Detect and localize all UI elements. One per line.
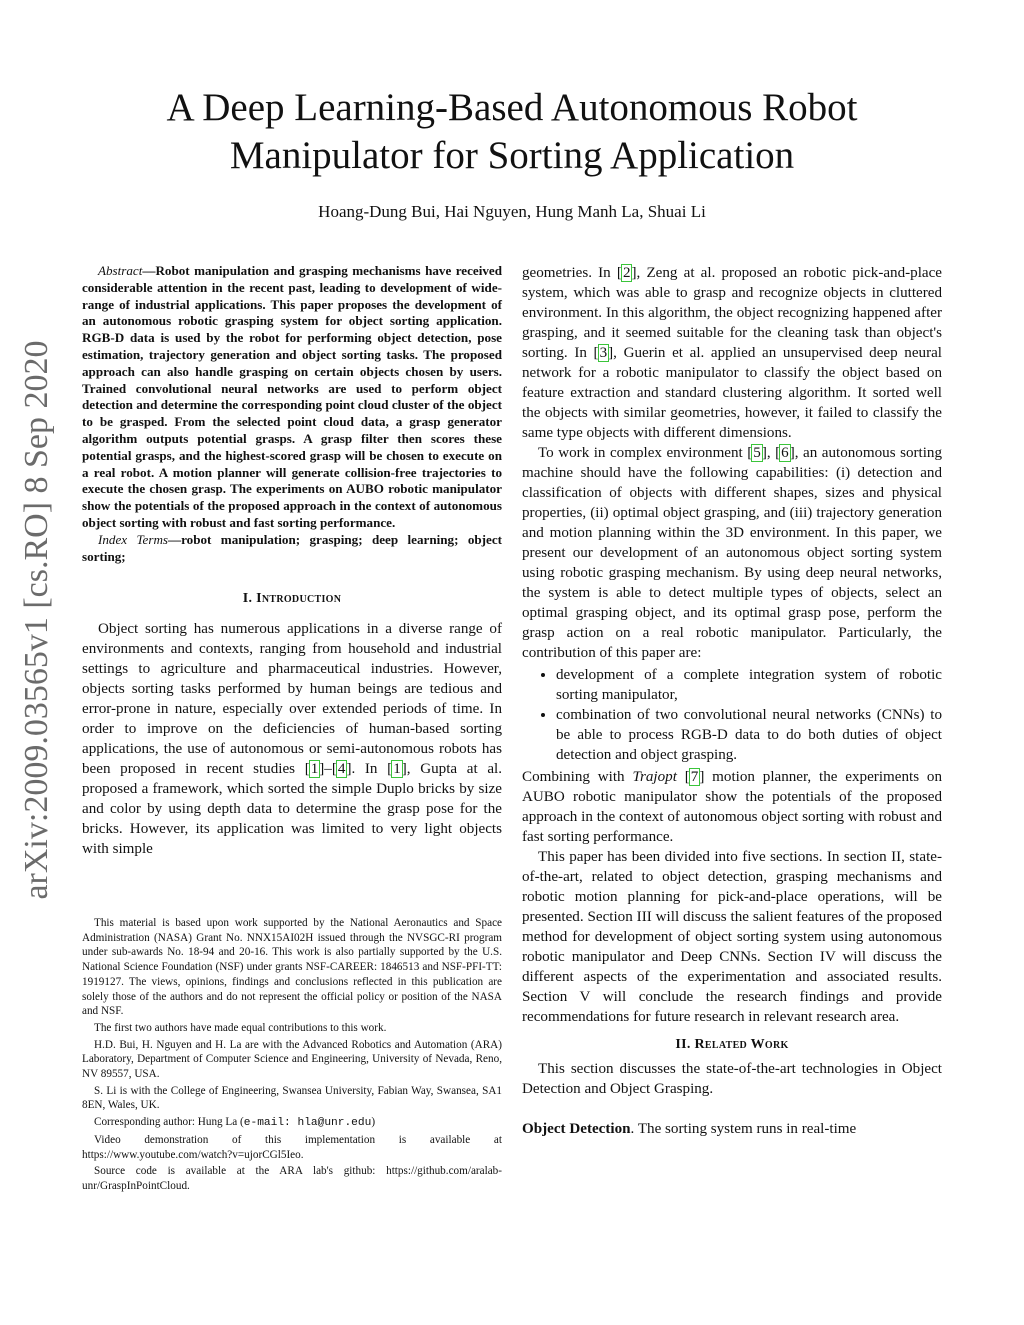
author-list: Hoang-Dung Bui, Hai Nguyen, Hung Manh La, Shuai Li: [318, 202, 706, 221]
right-p3-a: Combining with: [522, 769, 633, 785]
right-p1-a: geometries. In: [522, 265, 617, 281]
related-work-intro-paragraph: This section discusses the state-of-the-art technologies in Object Detection and Object Grasping.: [522, 1061, 942, 1097]
right-p2-a: To work in complex environment: [538, 445, 748, 461]
footnote-affiliation-swansea: S. Li is with the College of Engineering, Swansea University, Fabian Way, Swansea, SA1 8EN, Wales, UK.: [82, 1084, 502, 1112]
citation-link-5[interactable]: 5: [753, 445, 761, 461]
citation-link-7[interactable]: 7: [690, 769, 699, 785]
right-p2-b: , an autonomous sorting machine should have the following capabilities: (i) detection and classification of objects with different shapes, sizes and physical properties, (ii) optimal object grasping, and (iii) trajectory generation and motion planning within the 3D environment. In this paper, we present our development of an autonomous object sorting system using robotic grasping mechanism. By using deep neural networks, the system is able to detect multiple types of objects, select an optimal grasping object, and its optimal grasp pose, perform the grasp action on a real robotic manipulator. Particularly, the contribution of this paper are:: [522, 445, 942, 661]
related-geometries-paragraph: geometries. In [2], Zeng at al. proposed an robotic pick-and-place system, which was able to grasp and recognize objects in cluttered environment. In this algorithm, the object recognizing happened after grasping, and it seemed suitable for the cleaning task than object's sorting. In [3], Guerin et al. applied an unsupervised deep neural network for a robotic manipulator to classify the object based on feature extraction and standard clustering algorithm. It sorted well the objects with similar geometries, however, it failed to classify the same type objects with different dimensions.: [522, 265, 943, 441]
trajopt-paragraph: Combining with Trajopt [7] motion planner, the experiments on AUBO robotic manipulator show the potentials of the proposed approach in the context of autonomous object sorting with robust and fast sorting performance.: [522, 769, 942, 845]
section-heading-introduction: I. Introduction: [242, 591, 342, 607]
intro-text-b: . In: [351, 761, 388, 778]
right-column: [522, 263, 942, 1139]
title-line-2: Manipulator for Sorting Application: [229, 134, 795, 177]
left-column: [82, 263, 502, 859]
paper-outline-paragraph: This paper has been divided into five sections. In section II, state-of-the-art, related to object detection, grasping mechanisms and robotic motion planning for pick-and-place operations, will be presented. Section III will discuss the salient features of the proposed method for development of object sorting system using autonomous robotic manipulator and Deep CNNs. Section IV will discuss the different aspects of the experimentation and associated results. Section V will conclude the research findings and provide recommendations for future research in relevant research area.: [522, 849, 942, 1025]
footnote-source-code-link[interactable]: Source code is available at the ARA lab's github: https://github.com/aralab-unr/GraspInPointCloud.: [82, 1165, 502, 1192]
intro-text-c: , Gupta at al. proposed a framework, which sorted the simple Duplo bricks by size and color by using depth data to determine the grasp pose for the bricks. However, its application was limited to very light objects with simple: [82, 761, 502, 858]
corresponding-text: Corresponding author: Hung La (: [94, 1116, 244, 1129]
right-p1-b: , Zeng at al. proposed an robotic pick-and-place system, which was able to grasp and recognize objects in cluttered environment. In this algorithm, the object recognizing happened after grasping, and it seemed suitable for the cleaning task than object's sorting. In: [522, 265, 943, 361]
footnote-funding: This material is based upon work supported by the National Aeronautics and Space Administration (NASA) Grant No. NNX15AI02H issued through the NVSGC-RI program under sub-awards No. 18-94 and 20-16. This work is also partially supported by the U.S. National Science Foundation (NSF) under grants NSF-CAREER: 1846513 and NSF-PFI-TT: 1919127. The views, opinions, findings and conclusions reflected in this publication are solely those of the authors and do not represent the official policy or position of the NASA and NSF.: [82, 917, 502, 1018]
contribution-list: [522, 665, 942, 765]
contribution-item: • combination of two convolutional neural networks (CNNs) to be able to process RGB-D data to do both duties of object detection and object grasping.: [556, 705, 942, 765]
capabilities-paragraph: To work in complex environment [5], [6], an autonomous sorting machine should have the following capabilities: (i) detection and classification of objects with different shapes, sizes and physical properties, (ii) optimal object grasping, and (iii) trajectory generation and motion planning within the 3D environment. In this paper, we present our development of an autonomous object sorting system using robotic grasping mechanism. By using deep neural networks, the system is able to detect multiple types of objects, select an optimal grasping object, and its optimal grasp pose, perform the grasp action on a real robotic manipulator. Particularly, the contribution of this paper are:: [522, 445, 942, 661]
index-terms-text: —robot manipulation; grasping; deep learning; object sorting;: [82, 531, 502, 564]
citation-link-6[interactable]: 6: [781, 445, 789, 461]
title-line-1: A Deep Learning-Based Autonomous Robot: [166, 86, 858, 129]
citation-link-4[interactable]: 4: [337, 761, 346, 778]
section-heading-related-work: II. Related Work: [675, 1037, 789, 1052]
intro-text-a: Object sorting has numerous applications in a diverse range of environments and contexts, ranging from household and industrial settings to agriculture and pharmaceutical industries. However, objects sorting tasks performed by human beings are tedious and error-prone in nature, especially over extended periods of time. In order to improve on the deficiencies of human-based sorting applications, the use of autonomous or semi-autonomous robots has been proposed in recent studies: [82, 621, 502, 778]
object-detection-text: . The sorting system runs in real-time: [630, 1121, 857, 1137]
footnotes: [82, 916, 502, 1196]
intro-paragraph: Object sorting has numerous applications in a diverse range of environments and contexts, ranging from household and industrial settings to agriculture and pharmaceutical industries. However, objects sorting tasks performed by human beings are tedious and error-prone in nature, especially over extended periods of time. In order to improve on the deficiencies of human-based sorting applications, the use of autonomous or semi-autonomous robots has been proposed in recent studies [1]–[4]. In [1], Gupta at al. proposed a framework, which sorted the simple Duplo bricks by size and color by using depth data to determine the grasp pose for the bricks. However, its application was limited to very light objects with simple: [82, 621, 502, 858]
abstract: [82, 263, 502, 532]
abstract-dash: —: [142, 263, 156, 278]
index-terms-label: Index Terms: [98, 531, 168, 547]
right-p1-c: , Guerin et al. applied an unsupervised deep neural network for a robotic manipulator to classify the object based on feature extraction and standard clustering algorithm. It sorted well the objects with similar geometries, however, it failed to classify the same type objects with different dimensions.: [522, 345, 942, 441]
object-detection-heading: Object Detection: [522, 1121, 631, 1137]
footnote-video-link[interactable]: Video demonstration of this implementation is available at https://www.youtube.com/watch?v=ujorCGl5Ieo.: [82, 1133, 502, 1161]
footnote-corresponding-author: [82, 1115, 502, 1131]
arxiv-identifier: arXiv:2009.03565v1 [cs.RO] 8 Sep 2020: [18, 340, 55, 900]
citation-link-1b[interactable]: 1: [393, 761, 401, 778]
citation-link-1[interactable]: 1: [310, 761, 319, 778]
abstract-text: Robot manipulation and grasping mechanisms have received considerable attention in the recent past, leading to development of wide-range of industrial applications. This paper proposes the development of an autonomous robotic grasping system for object sorting application. RGB-D data is used by the robot for performing object detection, pose estimation, trajectory generation and object sorting tasks. The proposed approach can also handle grasping on certain objects chosen by users. Trained convolutional neural networks are used to perform object detection and determine the corresponding point cloud cluster of the object to be grasped. From the selected point cloud data, a grasp generator algorithm outputs potential grasps. A grasp filter then scores these potential grasps, and the highest-scored grasp will be chosen to execute on a real robot. A motion planner will generate collision-free trajectories to execute the chosen grasp. The experiments on AUBO robotic manipulator show the potentials of the proposed approach in the context of autonomous object sorting with robust and fast sorting performance.: [82, 263, 502, 530]
right-p2-sep: ,: [766, 445, 776, 461]
trajopt-term: Trajopt: [632, 769, 677, 785]
contribution-item: • development of a complete integration system of robotic sorting manipulator,: [556, 665, 942, 705]
corresponding-close: ): [371, 1116, 376, 1129]
footnote-affiliation-unr: H.D. Bui, H. Nguyen and H. La are with the Advanced Robotics and Automation (ARA) Laboratory, Department of Computer Science and Engineering, University of Nevada, Reno, NV 89557, USA.: [82, 1038, 502, 1081]
object-detection-paragraph: [522, 1119, 942, 1139]
abstract-label: Abstract: [98, 263, 143, 278]
footnote-equal-contribution: The first two authors have made equal contributions to this work.: [94, 1021, 387, 1034]
arxiv-sidebar: [6, 250, 68, 990]
right-p3-b: motion planner, the experiments on AUBO robotic manipulator show the potentials of the proposed approach in the context of autonomous object sorting with robust and fast sorting performance.: [522, 769, 942, 845]
citation-link-2[interactable]: 2: [622, 265, 631, 281]
index-terms: [82, 532, 502, 566]
email-link[interactable]: e-mail: hla@unr.edu: [243, 1117, 372, 1130]
paper-title: [100, 84, 924, 180]
citation-link-3[interactable]: 3: [599, 345, 608, 361]
